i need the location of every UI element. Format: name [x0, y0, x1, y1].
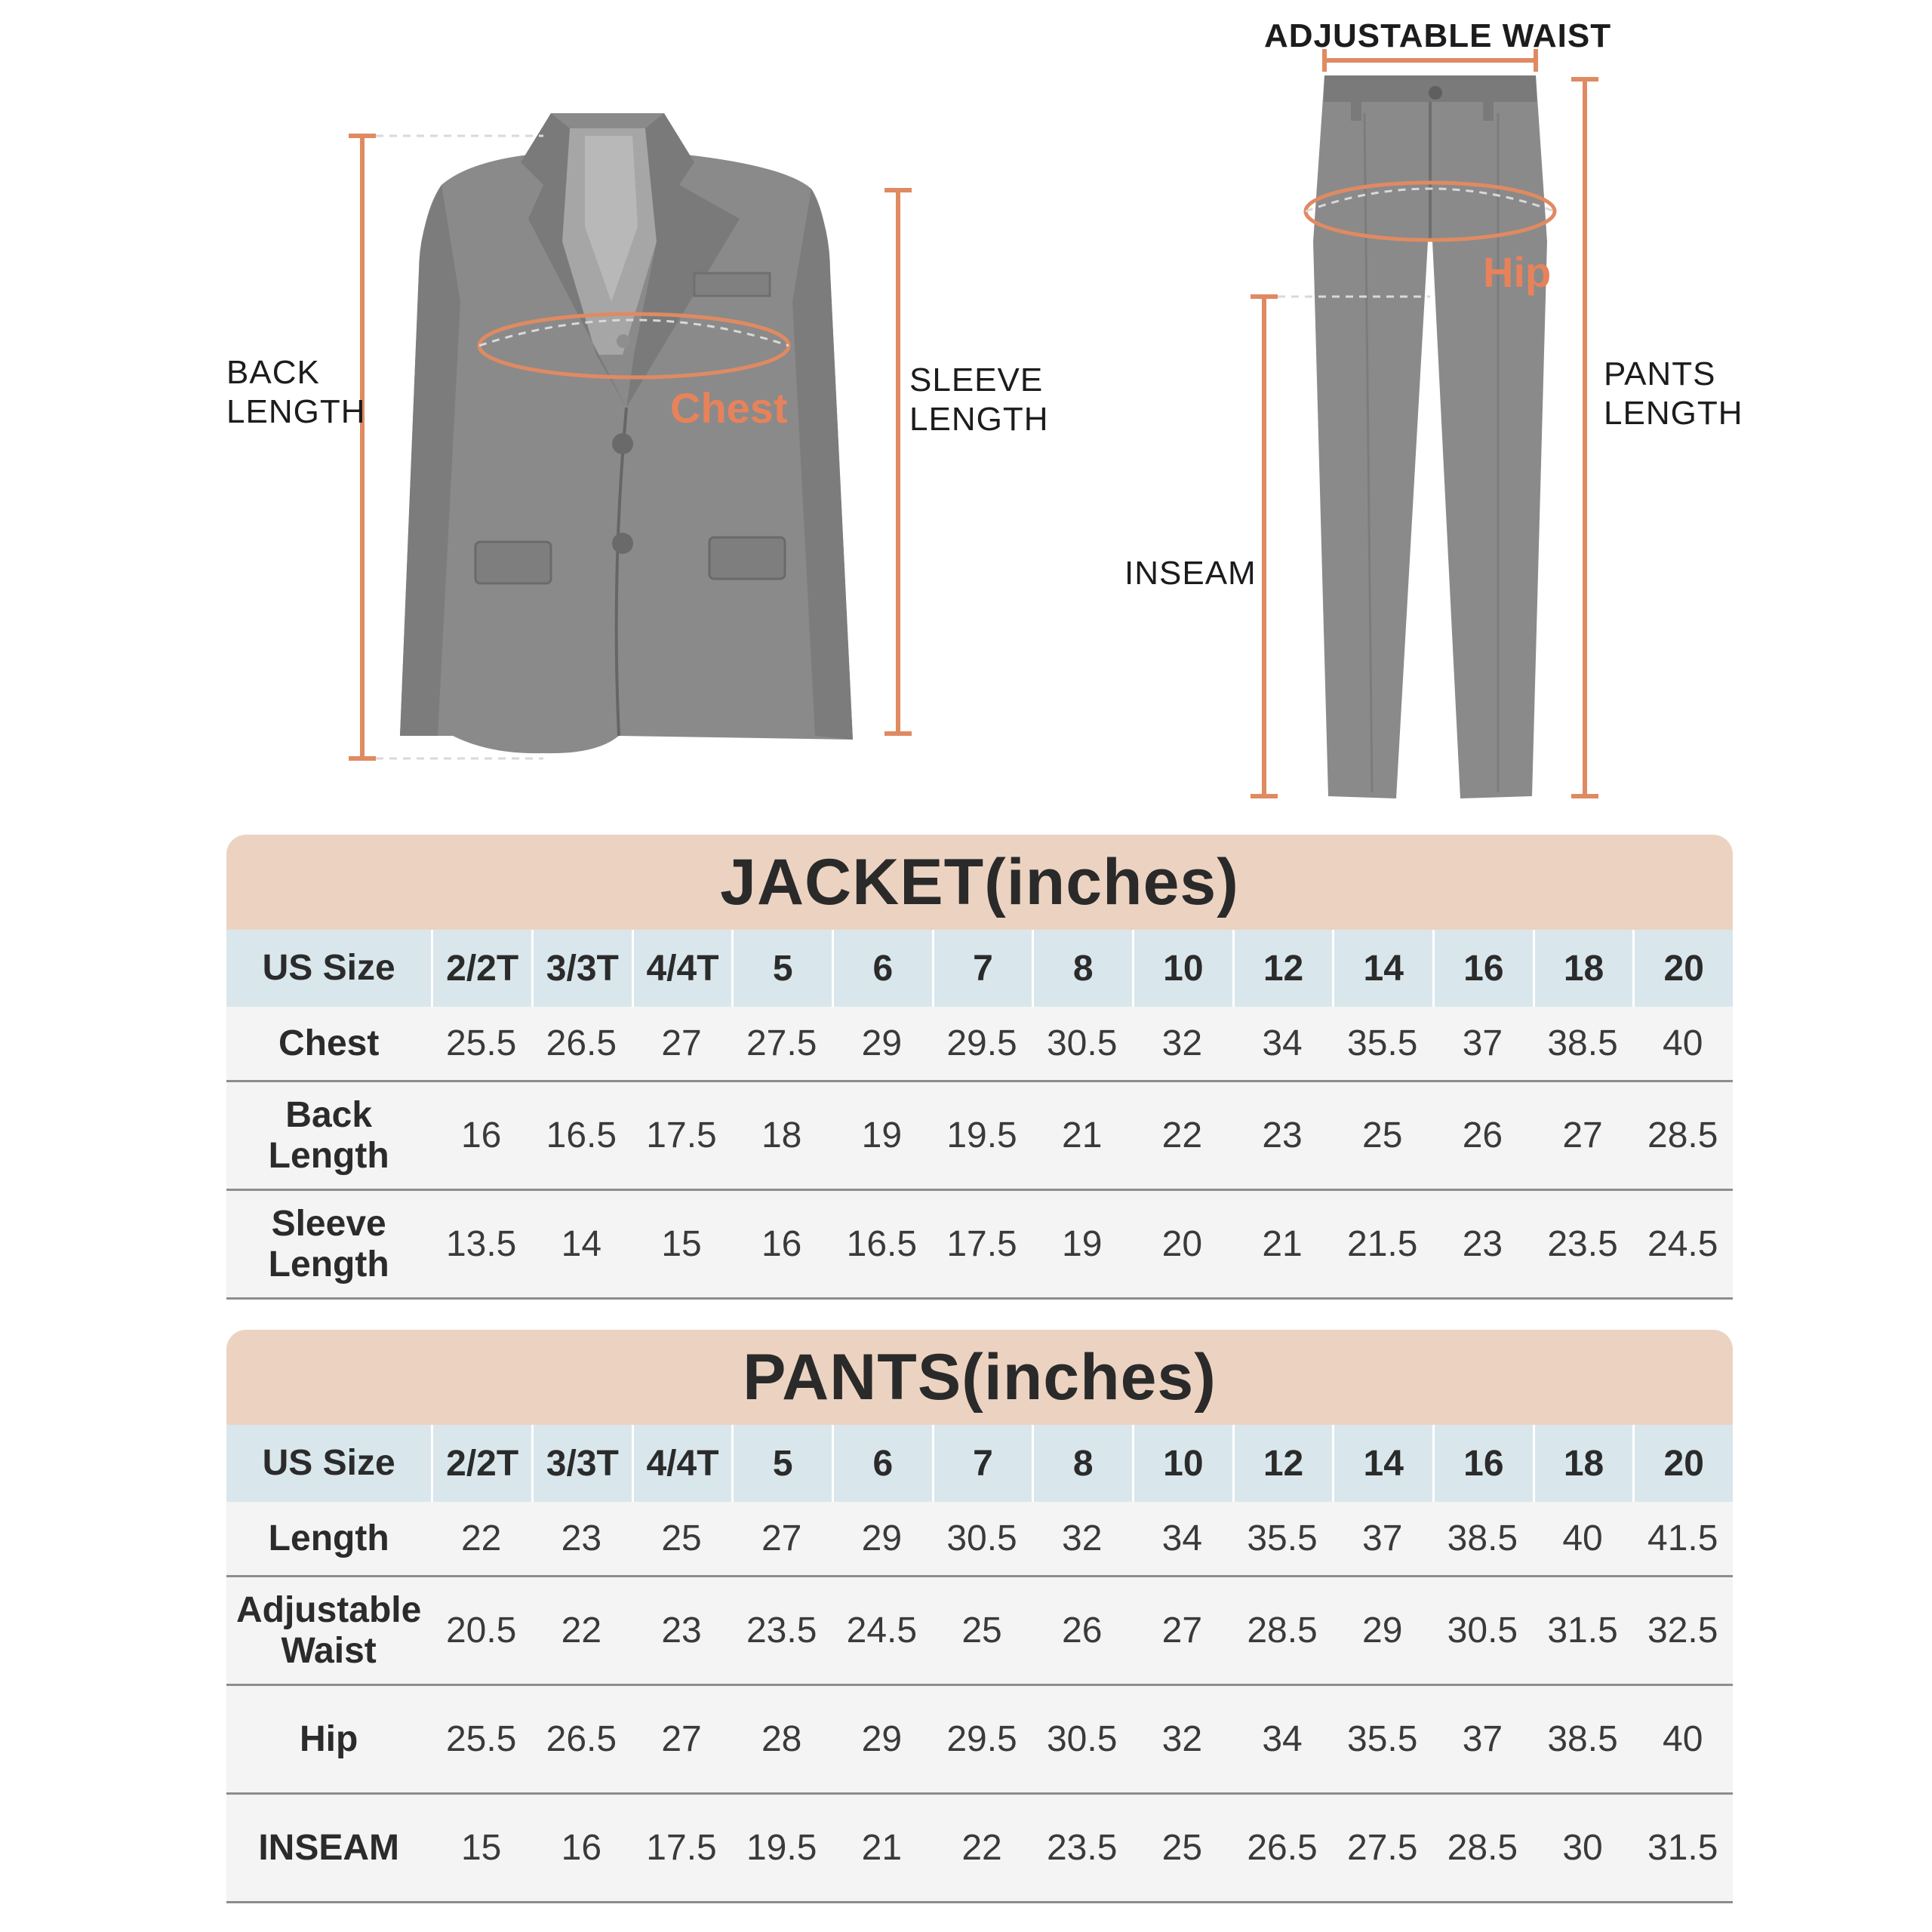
- value-cell: 34: [1161, 1518, 1203, 1558]
- jacket-table-title-bar: [226, 835, 1733, 930]
- value-cell: 22: [961, 1828, 1002, 1868]
- size-header: 20: [1635, 1425, 1733, 1502]
- pants-size-header-row: [226, 1425, 1733, 1502]
- value-cell: 30.5: [946, 1518, 1017, 1558]
- value-cell: 27: [661, 1719, 702, 1759]
- size-header: 4/4T: [634, 930, 732, 1007]
- size-header: 10: [1134, 1425, 1232, 1502]
- value-cell: 31.5: [1547, 1611, 1618, 1651]
- back-length-label: BACK LENGTH: [226, 354, 366, 430]
- row-label: INSEAM: [258, 1827, 399, 1868]
- jacket-size-table: [226, 835, 1733, 1300]
- pants-row-hip: [226, 1686, 1733, 1795]
- size-header: 14: [1334, 1425, 1432, 1502]
- size-header: 16: [1435, 930, 1533, 1007]
- pants-row-inseam: [226, 1795, 1733, 1903]
- value-cell: 17.5: [946, 1224, 1017, 1264]
- value-cell: 19.5: [946, 1115, 1017, 1155]
- sleeve-length-label: SLEEVE LENGTH: [909, 361, 1049, 438]
- value-cell: 16: [460, 1115, 502, 1155]
- value-cell: 41.5: [1647, 1518, 1718, 1558]
- value-cell: 32: [1062, 1518, 1103, 1558]
- size-header: 14: [1334, 930, 1432, 1007]
- value-cell: 23.5: [1547, 1224, 1618, 1264]
- size-header: 8: [1034, 1425, 1132, 1502]
- value-cell: 30.5: [1046, 1023, 1118, 1063]
- value-cell: 29: [861, 1719, 903, 1759]
- value-cell: 23: [661, 1611, 702, 1651]
- value-cell: 37: [1462, 1023, 1503, 1063]
- value-cell: 21.5: [1347, 1224, 1418, 1264]
- value-cell: 17.5: [646, 1115, 717, 1155]
- value-cell: 22: [561, 1611, 602, 1651]
- jacket-figure: [400, 113, 853, 753]
- value-cell: 15: [460, 1828, 502, 1868]
- jacket-row-chest: [226, 1007, 1733, 1082]
- value-cell: 21: [1262, 1224, 1303, 1264]
- size-header: 7: [934, 1425, 1032, 1502]
- value-cell: 35.5: [1347, 1719, 1418, 1759]
- value-cell: 17.5: [646, 1828, 717, 1868]
- value-cell: 25.5: [445, 1719, 517, 1759]
- size-header: 16: [1435, 1425, 1533, 1502]
- value-cell: 32.5: [1647, 1611, 1718, 1651]
- size-header: 10: [1134, 930, 1232, 1007]
- value-cell: 19: [861, 1115, 903, 1155]
- adjustable-waist-label: ADJUSTABLE WAIST: [1264, 17, 1612, 54]
- size-header: 2/2T: [433, 1425, 531, 1502]
- value-cell: 38.5: [1447, 1518, 1518, 1558]
- value-cell: 29: [861, 1518, 903, 1558]
- size-header: 5: [734, 1425, 832, 1502]
- value-cell: 26.5: [546, 1719, 617, 1759]
- value-cell: 22: [1161, 1115, 1203, 1155]
- us-size-header: US Size: [226, 930, 431, 1007]
- size-header: 12: [1235, 930, 1333, 1007]
- value-cell: 30.5: [1046, 1719, 1118, 1759]
- pants-row-adjustable-waist: [226, 1577, 1733, 1686]
- pants-length-label: PANTS LENGTH: [1604, 355, 1743, 432]
- chest-label: Chest: [670, 384, 788, 432]
- value-cell: 16.5: [546, 1115, 617, 1155]
- value-cell: 23.5: [1046, 1828, 1118, 1868]
- pants-size-table: [226, 1330, 1733, 1903]
- value-cell: 25: [961, 1611, 1002, 1651]
- value-cell: 35.5: [1247, 1518, 1318, 1558]
- value-cell: 29.5: [946, 1719, 1017, 1759]
- value-cell: 28: [761, 1719, 802, 1759]
- hip-label: Hip: [1483, 248, 1552, 296]
- size-header: 2/2T: [433, 930, 531, 1007]
- value-cell: 27: [1161, 1611, 1203, 1651]
- value-cell: 20.5: [445, 1611, 517, 1651]
- us-size-header: US Size: [226, 1425, 431, 1502]
- value-cell: 29: [1362, 1611, 1403, 1651]
- row-label: Chest: [278, 1023, 380, 1063]
- row-label: Sleeve Length: [268, 1203, 389, 1284]
- size-header: 4/4T: [634, 1425, 732, 1502]
- size-header: 12: [1235, 1425, 1333, 1502]
- size-header: 3/3T: [534, 1425, 632, 1502]
- value-cell: 14: [561, 1224, 602, 1264]
- pants-table-title-bar: [226, 1330, 1733, 1425]
- size-header: 18: [1535, 1425, 1633, 1502]
- value-cell: 29.5: [946, 1023, 1017, 1063]
- value-cell: 24.5: [846, 1611, 918, 1651]
- value-cell: 32: [1161, 1719, 1203, 1759]
- value-cell: 40: [1562, 1518, 1603, 1558]
- value-cell: 22: [460, 1518, 502, 1558]
- value-cell: 35.5: [1347, 1023, 1418, 1063]
- size-header: 6: [834, 930, 932, 1007]
- value-cell: 26.5: [546, 1023, 617, 1063]
- value-cell: 38.5: [1547, 1023, 1618, 1063]
- value-cell: 16.5: [846, 1224, 918, 1264]
- value-cell: 30: [1562, 1828, 1603, 1868]
- value-cell: 16: [561, 1828, 602, 1868]
- value-cell: 25: [661, 1518, 702, 1558]
- value-cell: 23: [1462, 1224, 1503, 1264]
- value-cell: 27.5: [746, 1023, 817, 1063]
- row-label: Adjustable Waist: [235, 1589, 422, 1671]
- value-cell: 27.5: [1347, 1828, 1418, 1868]
- value-cell: 21: [1062, 1115, 1103, 1155]
- value-cell: 28.5: [1447, 1828, 1518, 1868]
- value-cell: 40: [1663, 1023, 1703, 1063]
- jacket-row-sleeve-length: [226, 1191, 1733, 1300]
- jacket-size-header-row: [226, 930, 1733, 1007]
- size-header: 18: [1535, 930, 1633, 1007]
- value-cell: 26.5: [1247, 1828, 1318, 1868]
- value-cell: 38.5: [1547, 1719, 1618, 1759]
- value-cell: 40: [1663, 1719, 1703, 1759]
- value-cell: 27: [661, 1023, 702, 1063]
- value-cell: 25.5: [445, 1023, 517, 1063]
- value-cell: 25: [1362, 1115, 1403, 1155]
- value-cell: 28.5: [1647, 1115, 1718, 1155]
- size-header: 3/3T: [534, 930, 632, 1007]
- value-cell: 16: [761, 1224, 802, 1264]
- value-cell: 26: [1062, 1611, 1103, 1651]
- value-cell: 29: [861, 1023, 903, 1063]
- value-cell: 28.5: [1247, 1611, 1318, 1651]
- row-label: Length: [268, 1518, 389, 1558]
- inseam-label: INSEAM: [1124, 555, 1257, 592]
- value-cell: 27: [761, 1518, 802, 1558]
- value-cell: 23: [561, 1518, 602, 1558]
- value-cell: 21: [861, 1828, 903, 1868]
- value-cell: 13.5: [445, 1224, 517, 1264]
- value-cell: 19.5: [746, 1828, 817, 1868]
- pants-row-length: [226, 1502, 1733, 1577]
- value-cell: 31.5: [1647, 1828, 1718, 1868]
- jacket-row-back-length: [226, 1082, 1733, 1191]
- value-cell: 30.5: [1447, 1611, 1518, 1651]
- value-cell: 20: [1161, 1224, 1203, 1264]
- size-header: 20: [1635, 930, 1733, 1007]
- row-label: Hip: [300, 1718, 358, 1759]
- value-cell: 34: [1262, 1719, 1303, 1759]
- value-cell: 18: [761, 1115, 802, 1155]
- value-cell: 24.5: [1647, 1224, 1718, 1264]
- value-cell: 26: [1462, 1115, 1503, 1155]
- value-cell: 27: [1562, 1115, 1603, 1155]
- size-header: 5: [734, 930, 832, 1007]
- row-label: Back Length: [268, 1094, 389, 1176]
- value-cell: 34: [1262, 1023, 1303, 1063]
- value-cell: 37: [1362, 1518, 1403, 1558]
- size-header: 6: [834, 1425, 932, 1502]
- value-cell: 23: [1262, 1115, 1303, 1155]
- size-header: 8: [1034, 930, 1132, 1007]
- pants-table-title: PANTS(inches): [743, 1340, 1217, 1414]
- value-cell: 19: [1062, 1224, 1103, 1264]
- size-header: 7: [934, 930, 1032, 1007]
- value-cell: 37: [1462, 1719, 1503, 1759]
- value-cell: 32: [1161, 1023, 1203, 1063]
- jacket-table-title: JACKET(inches): [720, 845, 1239, 918]
- value-cell: 23.5: [746, 1611, 817, 1651]
- value-cell: 15: [661, 1224, 702, 1264]
- value-cell: 25: [1161, 1828, 1203, 1868]
